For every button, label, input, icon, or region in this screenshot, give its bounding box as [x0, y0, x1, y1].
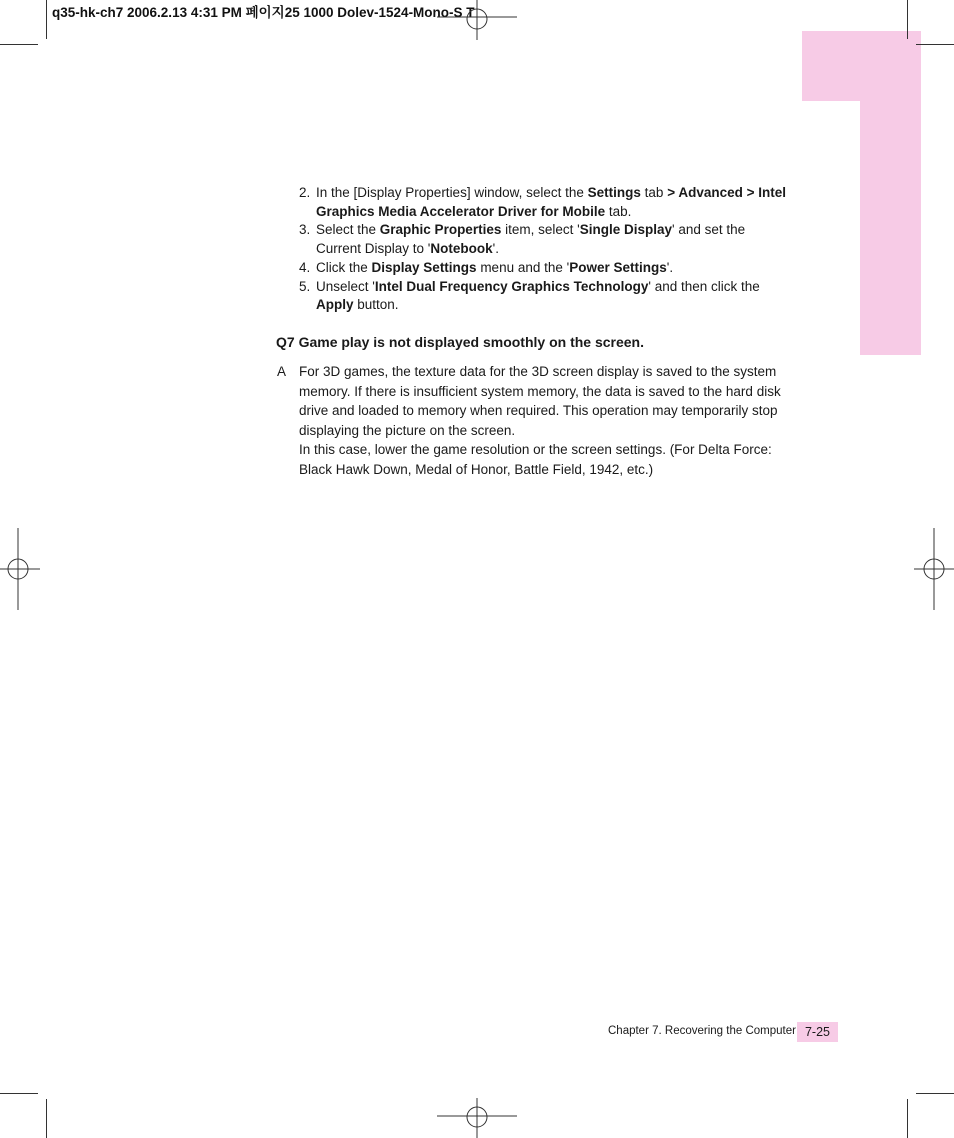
crop-mark — [907, 0, 908, 39]
step-number: 2. — [299, 185, 311, 200]
footer-page-number: 7-25 — [797, 1022, 838, 1042]
step-number: 4. — [299, 259, 311, 275]
ui-term: Single Display — [579, 222, 672, 238]
chapter-tab-top — [802, 31, 921, 101]
registration-mark-bottom — [437, 1098, 517, 1138]
crop-mark — [46, 0, 47, 39]
registration-mark-top — [437, 0, 517, 40]
instruction-steps — [299, 184, 789, 315]
ui-term: Display Settings — [371, 259, 477, 275]
footer-chapter-title: Chapter 7. Recovering the Computer — [608, 1025, 796, 1037]
answer-label: A — [277, 364, 287, 379]
step-number: 3. — [299, 222, 311, 238]
chapter-tab-side — [860, 101, 921, 355]
answer-paragraph: In this case, lower the game resolution or the screen settings. (For Delta Force: Black Hawk Down, Medal of Honor, Battle Field, 1942, etc.) — [299, 442, 772, 477]
registration-mark-right — [914, 528, 954, 610]
answer-paragraph: For 3D games, the texture data for the 3D screen display is saved to the system memory. If there is insufficient system memory, the data is saved to the hard disk drive and loaded to memory when required. This operation may temporarily stop displaying the picture on the screen. — [299, 364, 781, 438]
step-item: 4. Click the Display Settings menu and the 'Power Settings'. — [299, 259, 789, 278]
step-item: 5. Unselect 'Intel Dual Frequency Graphics Technology' and then click the Apply button. — [299, 278, 760, 313]
ui-term: Power Settings — [569, 259, 667, 275]
step-number: 5. — [299, 278, 311, 294]
crop-mark — [907, 1099, 908, 1138]
crop-mark — [0, 44, 38, 45]
crop-mark — [46, 1099, 47, 1138]
crop-mark — [916, 1093, 954, 1094]
step-item: 3. Select the Graphic Properties item, select 'Single Display' and set the Current Display to 'Notebook'. — [299, 222, 746, 257]
step-item: 2. In the [Display Properties] window, select the Settings tab > Advanced > Intel Graphics Media Accelerator Driver for Mobile tab. — [299, 185, 786, 219]
ui-term: Intel Dual Frequency Graphics Technology — [374, 278, 649, 294]
ui-term: Graphic Properties — [379, 222, 502, 238]
ui-term: > Advanced > Intel Graphics Media Accelerator Driver for Mobile — [316, 185, 786, 219]
answer-body — [299, 362, 785, 479]
crop-mark — [916, 44, 954, 45]
crop-mark — [0, 1093, 38, 1094]
print-slug: q35-hk-ch7 2006.2.13 4:31 PM 페이지25 1000 Dolev-1524-Mono-S T — [52, 5, 475, 20]
ui-term: Apply — [316, 297, 354, 313]
ui-term: Notebook — [430, 241, 493, 257]
question-heading: Q7 Game play is not displayed smoothly on the screen. — [276, 334, 644, 350]
ui-term: Settings — [587, 185, 641, 200]
registration-mark-left — [0, 528, 40, 610]
